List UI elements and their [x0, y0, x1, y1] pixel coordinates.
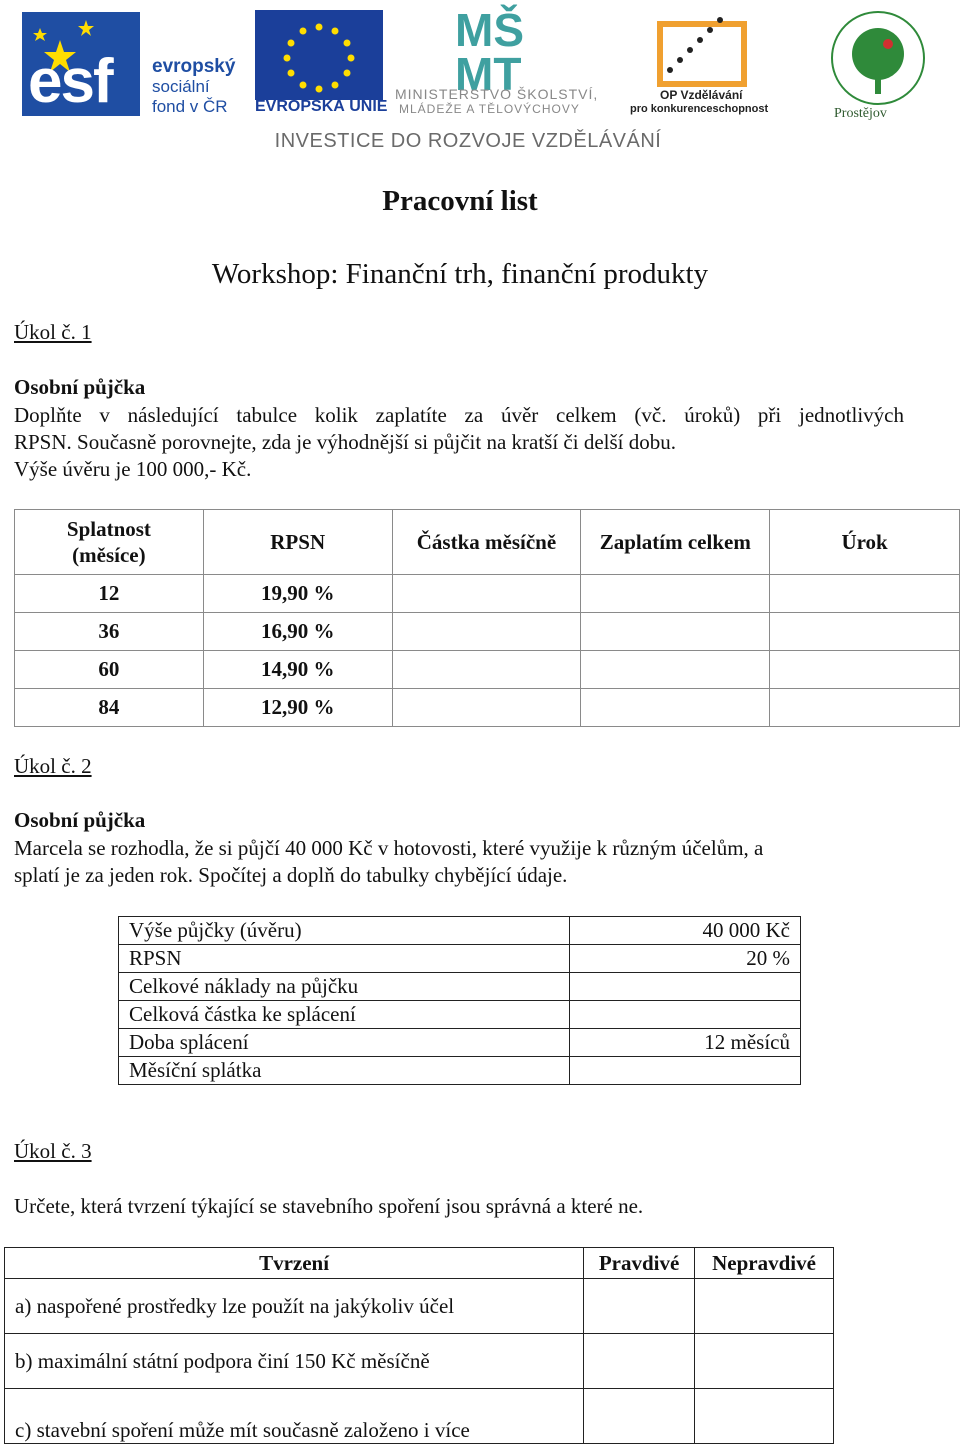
- msmt-logo: [395, 4, 625, 120]
- school-logo: [820, 8, 940, 126]
- row-value[interactable]: 12 měsíců: [570, 1029, 801, 1057]
- task2-text-line2: splatí je za jeden rok. Spočítej a doplň do tabulky chybějící údaje.: [14, 863, 568, 887]
- row-value[interactable]: 20 %: [570, 945, 801, 973]
- task2-table: [118, 916, 801, 1085]
- header-total: Zaplatím celkem: [581, 510, 770, 575]
- eu-label: EVROPSKÁ UNIE: [255, 98, 388, 115]
- rpsn-cell: 12,90 %: [203, 689, 392, 727]
- table-row: [119, 1057, 801, 1085]
- term-cell: 60: [15, 651, 204, 689]
- msmt-line2: MLÁDEŽE A TĚLOVÝCHOVY: [399, 102, 580, 116]
- statement-cell: c) stavební spoření může mít současně založeno i více: [5, 1389, 584, 1444]
- term-cell: 12: [15, 575, 204, 613]
- header-interest: Úrok: [770, 510, 960, 575]
- op-logo-icon: [630, 10, 780, 90]
- school-city: Prostějov: [834, 106, 887, 121]
- task3-text: Určete, která tvrzení týkající se stavebního spoření jsou správná a které ne.: [14, 1194, 644, 1218]
- row-label: Měsíční splátka: [119, 1057, 570, 1085]
- task1-table: [14, 509, 960, 727]
- total-blank-cell[interactable]: [581, 651, 770, 689]
- true-checkbox-cell[interactable]: [584, 1334, 695, 1389]
- row-value[interactable]: [570, 973, 801, 1001]
- task1-label: Úkol č. 1: [14, 320, 92, 344]
- monthly-blank-cell[interactable]: [392, 689, 581, 727]
- false-checkbox-cell[interactable]: [695, 1279, 834, 1334]
- total-blank-cell[interactable]: [581, 689, 770, 727]
- interest-blank-cell[interactable]: [770, 651, 960, 689]
- true-checkbox-cell[interactable]: [584, 1389, 695, 1444]
- school-arc: [820, 8, 821, 9]
- table-row: [119, 1029, 801, 1057]
- table-row: [119, 917, 801, 945]
- table-row: [15, 689, 960, 727]
- monthly-blank-cell[interactable]: [392, 575, 581, 613]
- esf-line3: fond v ČR: [152, 97, 228, 116]
- interest-blank-cell[interactable]: [770, 613, 960, 651]
- statement-cell: a) naspořené prostředky lze použít na jakýkoliv účel: [5, 1279, 584, 1334]
- header-statement: Tvrzení: [5, 1248, 584, 1279]
- header-term: [15, 510, 204, 575]
- total-blank-cell[interactable]: [581, 575, 770, 613]
- table-row: [15, 575, 960, 613]
- esf-logo: [20, 10, 252, 120]
- task1-text-line1: Doplňte v následující tabulce kolik zaplatíte za úvěr celkem (vč. úroků) při jednotlivých: [14, 403, 904, 427]
- statement-cell: b) maximální státní podpora činí 150 Kč měsíčně: [5, 1334, 584, 1389]
- task3-table: [4, 1247, 834, 1444]
- interest-blank-cell[interactable]: [770, 575, 960, 613]
- task3-label: Úkol č. 3: [14, 1139, 92, 1163]
- header-monthly: Částka měsíčně: [392, 510, 581, 575]
- page-title: Pracovní list: [382, 185, 538, 217]
- table-row: [119, 945, 801, 973]
- table-row: [5, 1389, 834, 1444]
- row-label: Doba splácení: [119, 1029, 570, 1057]
- header-false: Nepravdivé: [695, 1248, 834, 1279]
- op-line2: pro konkurenceschopnost: [630, 103, 769, 115]
- task2-label: Úkol č. 2: [14, 754, 92, 778]
- table-row: [15, 613, 960, 651]
- monthly-blank-cell[interactable]: [392, 651, 581, 689]
- task2-text-line1: Marcela se rozhodla, že si půjčí 40 000 Kč v hotovosti, které využije k různým účelům, a: [14, 836, 764, 860]
- interest-blank-cell[interactable]: [770, 689, 960, 727]
- rpsn-cell: 19,90 %: [203, 575, 392, 613]
- header-term-line1: Splatnost: [66, 517, 151, 541]
- msmt-mark: MŠ MT: [455, 4, 524, 100]
- school-tree-icon: [820, 8, 940, 108]
- task1-heading: Osobní půjčka: [14, 375, 146, 399]
- op-line1: OP Vzdělávání: [660, 88, 743, 102]
- task2-heading: Osobní půjčka: [14, 808, 146, 832]
- monthly-blank-cell[interactable]: [392, 613, 581, 651]
- true-checkbox-cell[interactable]: [584, 1279, 695, 1334]
- row-label: RPSN: [119, 945, 570, 973]
- table-row: [119, 1001, 801, 1029]
- row-value[interactable]: [570, 1001, 801, 1029]
- task1-text-line3: Výše úvěru je 100 000,- Kč.: [14, 457, 252, 481]
- rpsn-cell: 16,90 %: [203, 613, 392, 651]
- esf-line2: sociální: [152, 77, 210, 96]
- header-term-line2: (měsíce): [72, 543, 146, 567]
- eu-flag-icon: [255, 10, 385, 102]
- false-checkbox-cell[interactable]: [695, 1389, 834, 1444]
- row-label: Celkové náklady na půjčku: [119, 973, 570, 1001]
- table-row: [119, 973, 801, 1001]
- msmt-line1: MINISTERSTVO ŠKOLSTVÍ,: [395, 86, 599, 102]
- table-row: [15, 651, 960, 689]
- term-cell: 36: [15, 613, 204, 651]
- header-true: Pravdivé: [584, 1248, 695, 1279]
- page-subtitle: Workshop: Finanční trh, finanční produkty: [211, 258, 709, 290]
- task1-text-line2: RPSN. Současně porovnejte, zda je výhodnější si půjčit na kratší či delší dobu.: [14, 430, 676, 454]
- table-row: [5, 1279, 834, 1334]
- row-value[interactable]: 40 000 Kč: [570, 917, 801, 945]
- table-header-row: [5, 1248, 834, 1279]
- false-checkbox-cell[interactable]: [695, 1334, 834, 1389]
- term-cell: 84: [15, 689, 204, 727]
- banner-tagline: INVESTICE DO ROZVOJE VZDĚLÁVÁNÍ: [274, 130, 662, 152]
- table-row: [5, 1334, 834, 1389]
- header-rpsn: RPSN: [203, 510, 392, 575]
- esf-line1: evropský: [152, 56, 236, 77]
- esf-mark: esf: [28, 47, 112, 116]
- eu-logo: [255, 10, 388, 120]
- table-header-row: [15, 510, 960, 575]
- row-label: Celková částka ke splácení: [119, 1001, 570, 1029]
- total-blank-cell[interactable]: [581, 613, 770, 651]
- row-value[interactable]: [570, 1057, 801, 1085]
- rpsn-cell: 14,90 %: [203, 651, 392, 689]
- row-label: Výše půjčky (úvěru): [119, 917, 570, 945]
- op-logo: [630, 10, 780, 120]
